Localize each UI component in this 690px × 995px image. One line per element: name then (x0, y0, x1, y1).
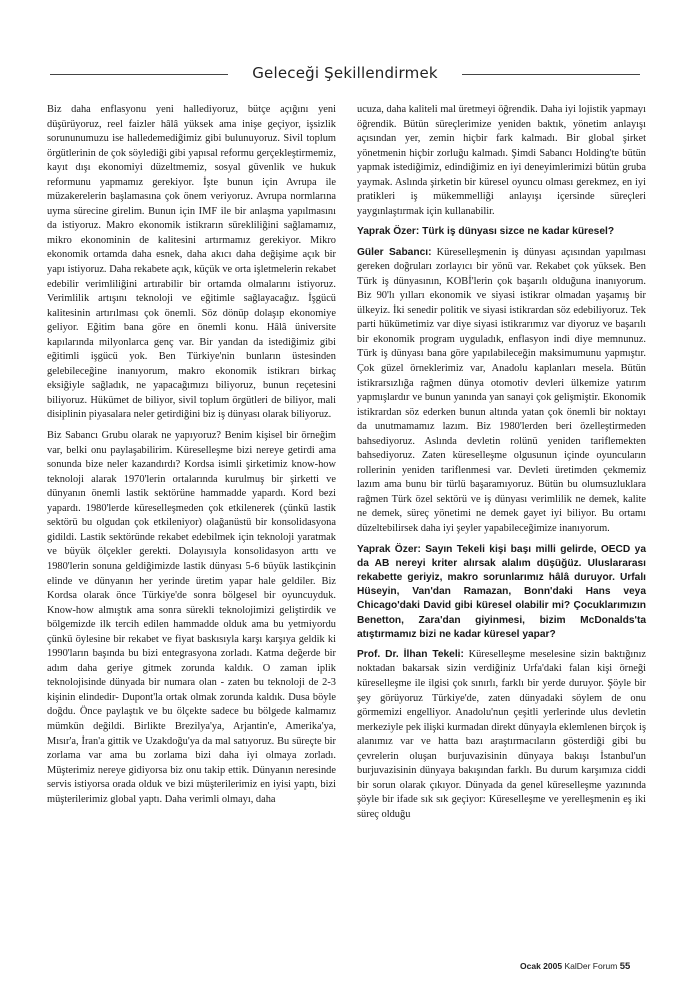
paragraph: ucuza, daha kaliteli mal üretmeyi öğrendik. Daha iyi lojistik yapmayı öğrendik. Bütün süreçlerimize yeniden baktık, yönetim anlayışı açısından yer, zemin hiçbir fark kalmadı. Bir global şirket yönetmenin hiçbir zorluğu kalmadı. Şimdi Sabancı Holding'te bütün yapmak istediğimiz, edindiğimiz en iyi deneyimlerimizi bütün gruba yaymak. Aslında şirketin bir küresel oyuncu olması gerekmez, en iyi pratikleri iş mükemmelliği anlayışı içersinde süreçleri yaygınlaştırmak için kullanabilir. (357, 104, 646, 217)
right-column (357, 103, 646, 829)
page-number: 55 (619, 961, 631, 972)
interviewer-question: Yaprak Özer: Sayın Tekeli kişi başı milli gelirde, OECD ya da AB nereyi kriter alırsak alalım düşüğüz. Uluslararası rekabette geriyiz, makro sorunlarımız hâlâ duruyor. Urfalı Hüseyin, Van'dan Ramazan, Bonn'daki Hans veya Chicago'daki David gibi küresel olabilir mi? Çocuklarımızın Benetton, Zara'dan giyinmesi, bizim McDonalds'ta atıştırmamız bizi ne kadar küresel yapar? (357, 543, 646, 640)
answer-paragraph (357, 246, 646, 537)
section-header (50, 62, 640, 86)
answer-text: Küreselleşmenin iş dünyası açısından yapılması gereken doğruları zorlayıcı bir yönü var. Rekabet çok yüksek. Ben Türk iş dünyasının, KOBİ'lerin çok başarılı olduğuna inanıyorum. Biz 90'lı yılları ekonomik ve siyasi istikrar olmadan yaşamış bir ülkeyiz. İki senedir politik ve siyasi istikrardan söz edebiliyoruz. Tek parti hükümetimiz var diye siyasi istikrarımız var diyoruz ve başarılı bir ekonomik program uyguladık, enflasyon indi diye memnunuz. Türk iş dünyası bana göre yapılabileceğin maksimumunu yapmıştır. Çok güzel örneklerimiz var, Anadolu kaplanları mesela. Bütün istikrarsızlığa rağmen dünya otomotiv devleri ülkemize yatırım yapmışlardır ve bunun yanında yan sanayi çok gelişmiştir. Ekonomik istikrardan söz ederken bunun altında yatan çok önemli bir noktayı da unutmamamız lazım. Biz 1980'lerden beri özelleştirmeden bahsediyoruz. Aslında devletin rolünü yeniden tariflemekten bahsediyoruz. Zaten küreselleşme olgusunun içinde oyuncuların rollerinin yeniden tariflenmesi var. Devleti üretimden çekmemiz lazım ama bunu bir türlü başaramıyoruz. Bütün bu olumsuzluklara rağmen Türk özel sektörü ve iş dünyası verimlilik ne demek, kalite ne demek, süreç yönetimi ne demek gayet iyi biliyor. Bu ortamı düzeltebilirsek daha iyi şeyler yapabileceğimize inanıyorum. (357, 246, 646, 534)
paragraph: Biz Sabancı Grubu olarak ne yapıyoruz? Benim kişisel bir örneğim var, belki onu paylaşabilirim. Küreselleşme bizi nereye getirdi ama sonunda bize neler kazandırdı? Kordsa isimli şirketimiz know-how teknoloji alarak 1970'lerin ortalarında kurulmuş bir şirketti ve dünyanın önemli lastik sektörüne hammadde yapardı. Kord bezi yapardı. 1980'lerde küreselleşmeden çok etkilenerek (çünkü lastik sektörü bu olgudan çok etkileniyor) olağanüstü bir konsolidasyona gidildi. Lastik sektöründe rekabet edebilmek için teknoloji yaratmak ve büyük ölçekler gerekti. Dolayısıyla konsolidasyon arttı ve 1980'lerin sonuna geldiğimizde lastik dünyası 5-6 büyük lastikçinin elinde ve dünyanın her yerinde üretim yapar hale geldiler. Biz Kordsa olarak önce Türkiye'de sonra bölgesel bir oyuncuyduk. Know-how almıştık ama sonra sürekli teknolojimizi geliştirdik ve bölgemizde ilk tercih edilen hammadde olduk ama bu yetmiyordu çünkü öylesine bir rekabet ve fiyat baskısıyla karşı karşıya geldik ki 1990'ların başında bu bizi entegrasyona zorladı. Katma değerde bir adım daha geriye gitmek zorunda kaldık. O zaman iplik teknolojisinde dünyada bir numara olan - zaten bu teknoloji de 2-3 kişinin elindedir- Dupont'la ortak olmak zorunda kaldık. Dusa böyle doğdu. Önce paylaştık ve bu ölçekte sadece bu bölgede kalmamız mümkün değildi. Birlikte Brezilya'ya, Arjantin'e, Amerika'ya, Mısır'a, İran'a gittik ve Uzakdoğu'ya da mal satıyoruz. Bu süreçte bir zorlama var ama bu zorlama bizi daha iyi olmaya zorladı. Müşterimiz nereye gidiyorsa biz onu takip ettik. Dünyanın neresinde servis istiyorsa orada olduk ve bizi müşterilerimiz en iyisi yaptı, bizi müşterilerimiz global yaptı. Daha verimli olmayı, daha (47, 430, 336, 805)
speaker-name: Güler Sabancı: (357, 246, 432, 258)
section-title: Geleceği Şekillendirmek (252, 64, 438, 82)
header-rule-right (462, 74, 640, 75)
answer-text: Küreselleşme meselesine sizin baktığınız noktadan bakarsak sizin verdiğiniz Urfa'daki falan kişi örneği küreselleşme ile ilgisi çok sınırlı, farklı bir yerde duruyor. Şöyle bir şey görüyoruz Türkiye'de, zaten dünyadaki söylem de onu görmemizi engelliyor. Anadolu'nun çeşitli yerlerinde ulus devletin merkeziyle pek ilişki kurmadan direkt dünyayla eklemlenen birçok iş alanımız var ve hatta bazı araştırmacıların gösterdiği gibi bu çevrelerin oluşan burjuvazisinin dünyaya bakışı İstanbul'un burjuvazisinin dünyaya bakışından farklı. Bu durum karşımıza ciddi bir sorun olarak çıkıyor. Dünyada da genel küreselleşme yazınında şöyle bir ifade sık sık geçiyor: Küreselleşme ve yerelleşmenin eş iki süreç olduğu (357, 648, 646, 820)
page-footer (520, 961, 630, 972)
interviewer-question: Yaprak Özer: Türk iş dünyası sizce ne kadar küresel? (357, 226, 615, 238)
answer-paragraph (357, 648, 646, 823)
left-column (47, 103, 336, 813)
speaker-name: Prof. Dr. İlhan Tekeli: (357, 648, 464, 660)
footer-date: Ocak 2005 (520, 961, 563, 971)
paragraph: Biz daha enflasyonu yeni hallediyoruz, bütçe açığını yeni düşürüyoruz, reel faizler hâlâ yüksek ama inişe geçiyor, işsizlik sorununumuzu ise halledemediğimiz gibi bulunuyoruz. Sivil toplum örgütlerinin de çok söylediği gibi yapısal reformu gerçekleştirmemiz, kayıt dışı ekonomiyi düzeltmemiz, sosyal güvenlik ve hukuk reformunu yapmamız gerekiyor. İşte bunun için Avrupa ile müzakerelerin başlamasına çok önem veriyoruz. Avrupa normlarına uyma sürecine girelim. Bunun için IMF ile bir anlaşma yapılmasını da istiyoruz. Makro ekonomik istikrarın sürekliliğini sağlamamız, mikro ekonominin de kalitesini artırmamız gerekiyor. Mikro ekonomik ortamda daha esnek, daha akıcı daha değişime açık bir yapı istiyoruz. Daha rekabete açık, küçük ve orta işletmelerin rekabet edebilir verimliliğini artırabilir bir ortamda olmalarını istiyoruz. Verimlilik artışını teknoloji ve eğitimle sağlayacağız. İşgücü kalitesinin artırılması çok önemli. Söz dönüp dolaşıp ekonomiye geliyor. Eğitim bana göre en önemli konu. Hâlâ üniversite kapılarında milyonlarca genç var. Bir yandan da istediğimiz gibi eğitimli işgücü yok. Ben Türkiye'nin bunların üstesinden gelebileceğine inanıyorum, makro ekonomik istikrarı birkaç eksiğiyle sağladık, ne yapacağımızı biliyoruz, bunun reçetesini biliyoruz. Hükümet de biliyor, sivil toplum örgütleri de biliyor, mali disiplinin piyasalara neler getirdiğini biz iş dünyası olarak biliyoruz. (47, 104, 336, 421)
footer-magazine: KalDer Forum (564, 961, 618, 971)
